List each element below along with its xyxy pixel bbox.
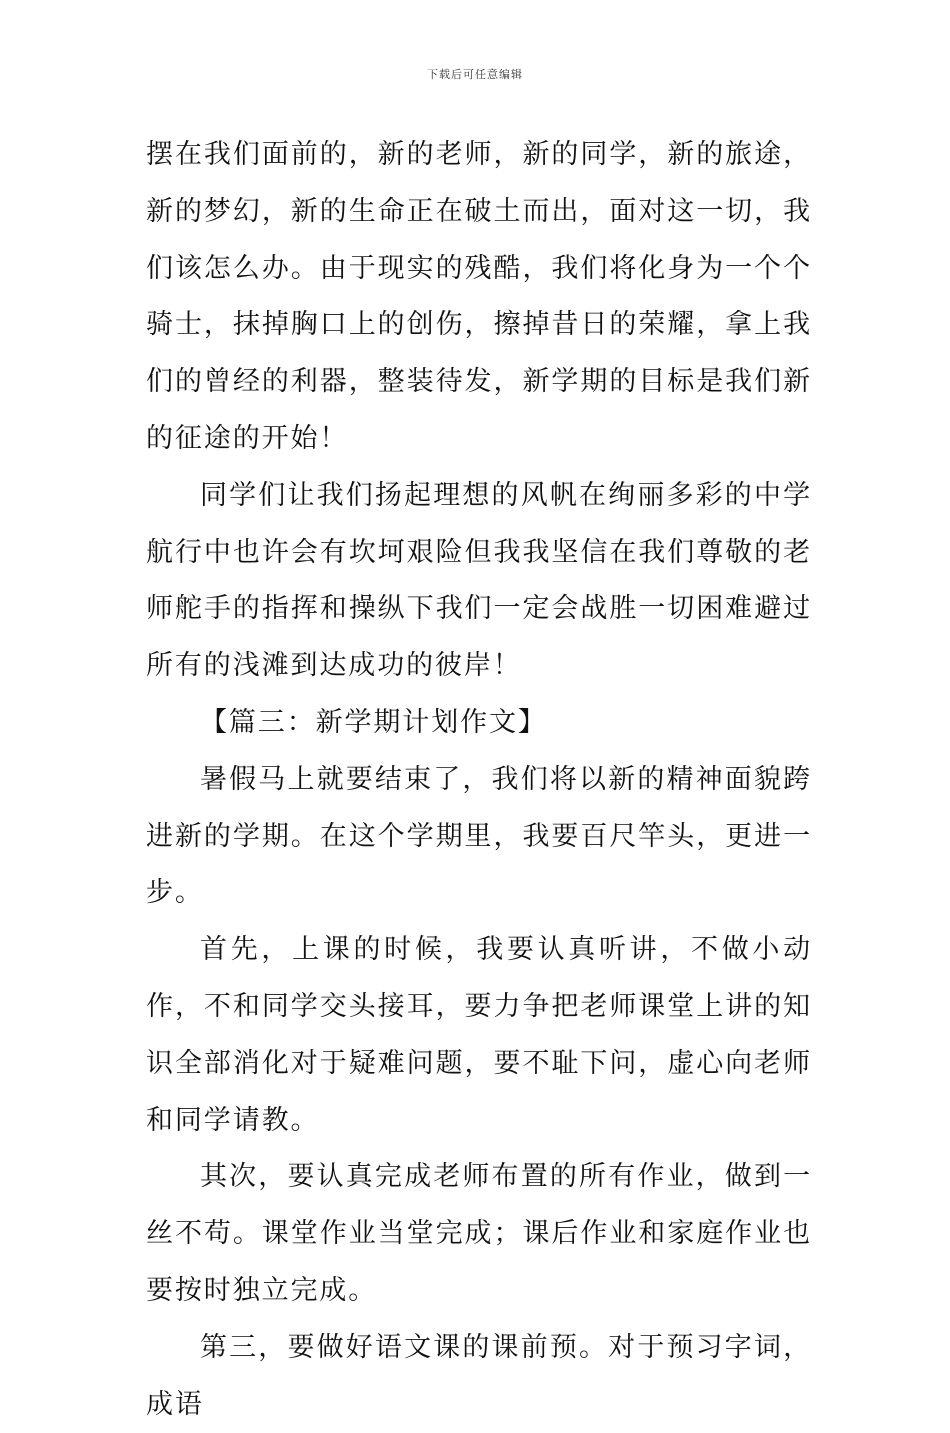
paragraph-third: 第三，要做好语文课的课前预。对于预习字词，成语 <box>146 1331 812 1420</box>
paragraph-sail: 同学们让我们扬起理想的风帆在绚丽多彩的中学航行中也许会有坎坷艰险但我我坚信在我们尊敬的老师舵手的指挥和操纵下我们一定会战胜一切困难避过所有的浅滩到达成功的彼岸！ <box>146 479 812 682</box>
paragraph-first: 首先，上课的时候，我要认真听讲，不做小动作，不和同学交头接耳，要力争把老师课堂上讲的知识全部消化对于疑难问题，要不耻下问，虚心向老师和同学请教。 <box>146 934 812 1136</box>
page-header-note: 下载后可任意编辑 <box>427 68 523 81</box>
paragraph-second: 其次，要认真完成老师布置的所有作业，做到一丝不苟。课堂作业当堂完成；课后作业和家庭作业也要按时独立完成。 <box>146 1161 812 1306</box>
document-body <box>146 127 812 1433</box>
paragraph-continued: 摆在我们面前的，新的老师，新的同学，新的旅途，新的梦幻，新的生命正在破土而出，面对这一切，我们该怎么办。由于现实的残酷，我们将化身为一个个骑士，抹掉胸口上的创伤，擦掉昔日的荣耀，拿上我们的曾经的利器，整装待发，新学期的目标是我们新的征途的开始！ <box>146 139 812 454</box>
paragraph-intro: 暑假马上就要结束了，我们将以新的精神面貌跨进新的学期。在这个学期里，我要百尺竿头，更进一步。 <box>146 763 812 909</box>
section-heading: 【篇三：新学期计划作文】 <box>200 706 547 738</box>
